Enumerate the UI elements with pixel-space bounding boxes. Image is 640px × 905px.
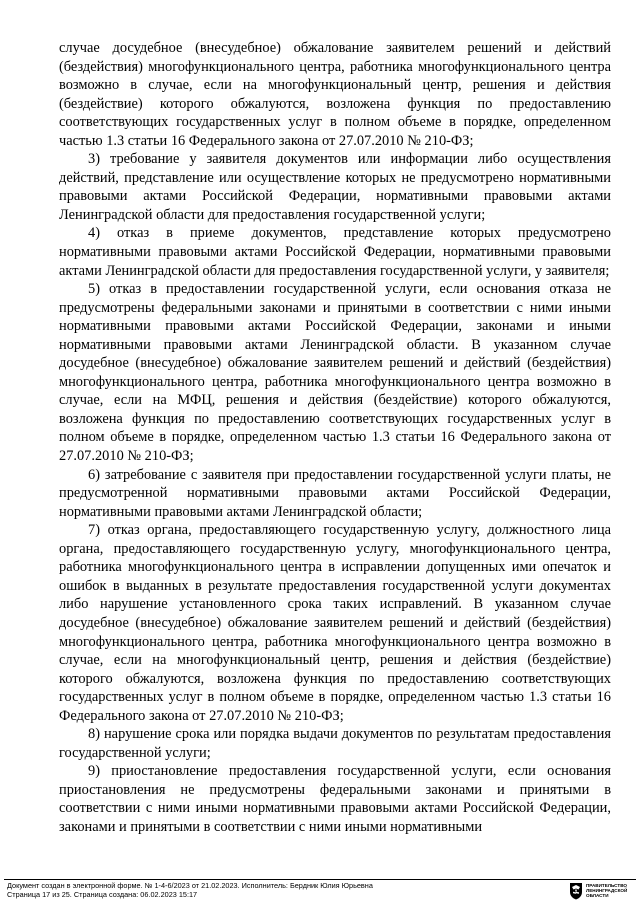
coat-of-arms-icon: [569, 882, 583, 900]
footer-document-info: Документ создан в электронной форме. № 1-4-6/2023 от 21.02.2023. Исполнитель: Бердник Юлия Юрьевна: [7, 881, 373, 890]
logo-caption-line-2: ЛЕНИНГРАДСКОЙ: [586, 888, 628, 894]
logo-caption-line-1: ПРАВИТЕЛЬСТВО: [586, 883, 627, 888]
logo-caption: [586, 883, 636, 899]
paragraph-continuation: случае досудебное (внесудебное) обжалование заявителем решений и действий (бездействия) многофункционального центра, работника многофункционального центра возможно в случае, если на многофункциональный центр, решения и действия (бездействие) которого обжалуются, возложена функция по предоставлению соответствующих государственных услуг в полном объеме в порядке, определенном частью 1.3 статьи 16 Федерального закона от 27.07.2010 № 210-ФЗ;: [59, 40, 611, 149]
logo-caption-line-3: ОБЛАСТИ: [586, 893, 609, 899]
paragraph-item-5: 5) отказ в предоставлении государственной услуги, если основания отказа не предусмотрены федеральными законами и принятыми в соответствии с ними иными нормативными правовыми актами Российской Федерации, законами и иными нормативными правовыми актами Ленинградской области. В указанном случае досудебное (внесудебное) обжалование заявителем решений и действий (бездействия) многофункционального центра, работника многофункционального центра возможно в случае, если на МФЦ, решения и действия (бездействие) которого обжалуются, возложена функция по предоставлению соответствующих государственных услуг в полном объеме в порядке, определенном частью 1.3 статьи 16 Федерального закона от 27.07.2010 № 210-ФЗ;: [59, 281, 611, 465]
footer-divider: [4, 879, 636, 880]
paragraph-item-6: 6) затребование с заявителя при предоставлении государственной услуги платы, не предусмотренной нормативными правовыми актами Российской Федерации, нормативными правовыми актами Ленинградской области;: [59, 466, 611, 520]
document-body: [59, 39, 611, 877]
footer-page-info: Страница 17 из 25. Страница создана: 06.02.2023 15:17: [7, 890, 198, 899]
paragraph-item-3: 3) требование у заявителя документов или информации либо осуществления действий, представление или осуществление которых не предусмотрено нормативными правовыми актами Российской Федерации, нормативными правовыми актами Ленинградской области для предоставления государственной услуги;: [59, 151, 611, 223]
paragraph-item-9: 9) приостановление предоставления государственной услуги, если основания приостановления не предусмотрены федеральными законами и принятыми в соответствии с ними иными нормативными правовыми актами Российской Федерации, законами и принятыми в соответствии с ними иными нормативными: [59, 763, 611, 835]
paragraph-item-8: 8) нарушение срока или порядка выдачи документов по результатам предоставления государственной услуги;: [59, 726, 611, 761]
paragraph-item-4: 4) отказ в приеме документов, представление которых предусмотрено нормативными правовыми актами Российской Федерации, нормативными правовыми актами Ленинградской области для предоставления государственной услуги, у заявителя;: [59, 225, 611, 279]
paragraph-item-7: 7) отказ органа, предоставляющего государственную услугу, должностного лица органа, предоставляющего государственную услугу, многофункционального центра, работника многофункционального центра в исправлении допущенных ими опечаток и ошибок в выданных в результате предоставления государственной услуги документах либо нарушение установленного срока таких исправлений. В указанном случае досудебное (внесудебное) обжалование заявителем решений и действий (бездействия) многофункционального центра, работника многофункционального центра возможно в случае, если на многофункциональный центр, решения и действия (бездействие) которого обжалуются, возложена функция по предоставлению соответствующих государственных услуг в полном объеме в порядке, определенном частью 1.3 статьи 16 Федерального закона от 27.07.2010 № 210-ФЗ;: [59, 522, 611, 724]
government-logo: [569, 880, 635, 904]
